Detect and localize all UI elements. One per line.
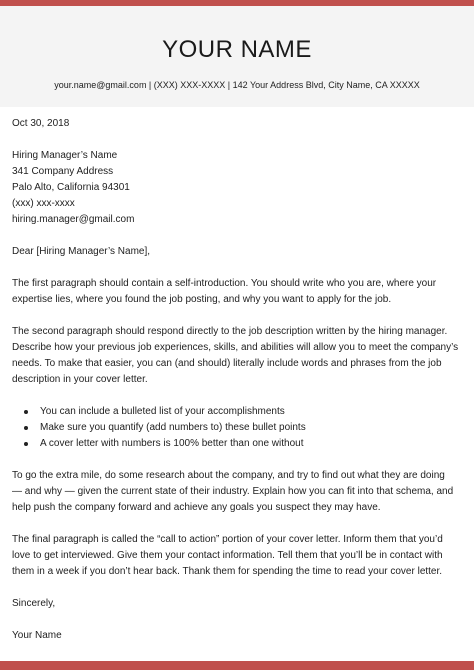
recipient-name: Hiring Manager’s Name <box>12 150 118 161</box>
accomplishment-list <box>12 404 462 452</box>
paragraph-intro <box>12 276 462 308</box>
bullet-item: Make sure you quantify (add numbers to) these bullet points <box>12 420 462 436</box>
spacer <box>12 612 462 628</box>
paragraph-line: To go the extra mile, do some research about the company, and try to find out what they are doing <box>12 470 445 481</box>
paragraph-line: description in your cover letter. <box>12 374 148 385</box>
spacer <box>12 260 462 276</box>
paragraph-line: Describe how your previous job experiences, skills, and abilities will allow you to meet the company’s <box>12 342 459 353</box>
paragraph-line: The second paragraph should respond directly to the job description written by the hiring manager. <box>12 326 448 337</box>
spacer <box>12 580 462 596</box>
letter-body <box>12 116 462 644</box>
spacer <box>12 308 462 324</box>
bottom-accent-bar <box>0 661 474 670</box>
contact-line: your.name@gmail.com | (XXX) XXX-XXXX | 142 Your Address Blvd, City Name, CA XXXXX <box>54 80 420 90</box>
paragraph-research <box>12 468 462 516</box>
paragraph-line: expertise lies, where you found the job posting, and why you want to apply for the job. <box>12 294 392 305</box>
recipient-phone: (xxx) xxx-xxxx <box>12 198 75 209</box>
closing: Sincerely, <box>12 598 56 609</box>
bullet-item: A cover letter with numbers is 100% better than one without <box>12 436 462 452</box>
paragraph-line: them in a week if you don’t hear back. Thank them for spending the time to read your cover letter. <box>12 566 443 577</box>
paragraph-line: love to get interviewed. Give them your contact information. Tell them that you’ll be in contact with <box>12 550 443 561</box>
paragraph-line: The first paragraph should contain a self-introduction. You should write who you are, where your <box>12 278 437 289</box>
paragraph-line: — and why — given the current state of their industry. Explain how you can fit into that schema, and <box>12 486 454 497</box>
paragraph-line: The final paragraph is called the “call to action” portion of your cover letter. Inform them that you’d <box>12 534 443 545</box>
recipient-block <box>12 148 462 228</box>
spacer <box>12 388 462 404</box>
applicant-name: YOUR NAME <box>162 36 312 63</box>
bullet-item: You can include a bulleted list of your accomplishments <box>12 404 462 420</box>
paragraph-experience <box>12 324 462 388</box>
spacer <box>12 228 462 244</box>
paragraph-line: needs. To make that easier, you can (and should) literally include words and phrases from the job <box>12 358 442 369</box>
spacer <box>12 452 462 468</box>
recipient-address: 341 Company Address <box>12 166 114 177</box>
salutation: Dear [Hiring Manager’s Name], <box>12 246 151 257</box>
letter-date: Oct 30, 2018 <box>12 118 70 129</box>
signature-name: Your Name <box>12 630 62 641</box>
paragraph-call-to-action <box>12 532 462 580</box>
letter-header <box>0 6 474 107</box>
recipient-city: Palo Alto, California 94301 <box>12 182 130 193</box>
spacer <box>12 516 462 532</box>
paragraph-line: help push the company forward and achieve any goals you suspect they may have. <box>12 502 381 513</box>
spacer <box>12 132 462 148</box>
recipient-email: hiring.manager@gmail.com <box>12 214 135 225</box>
